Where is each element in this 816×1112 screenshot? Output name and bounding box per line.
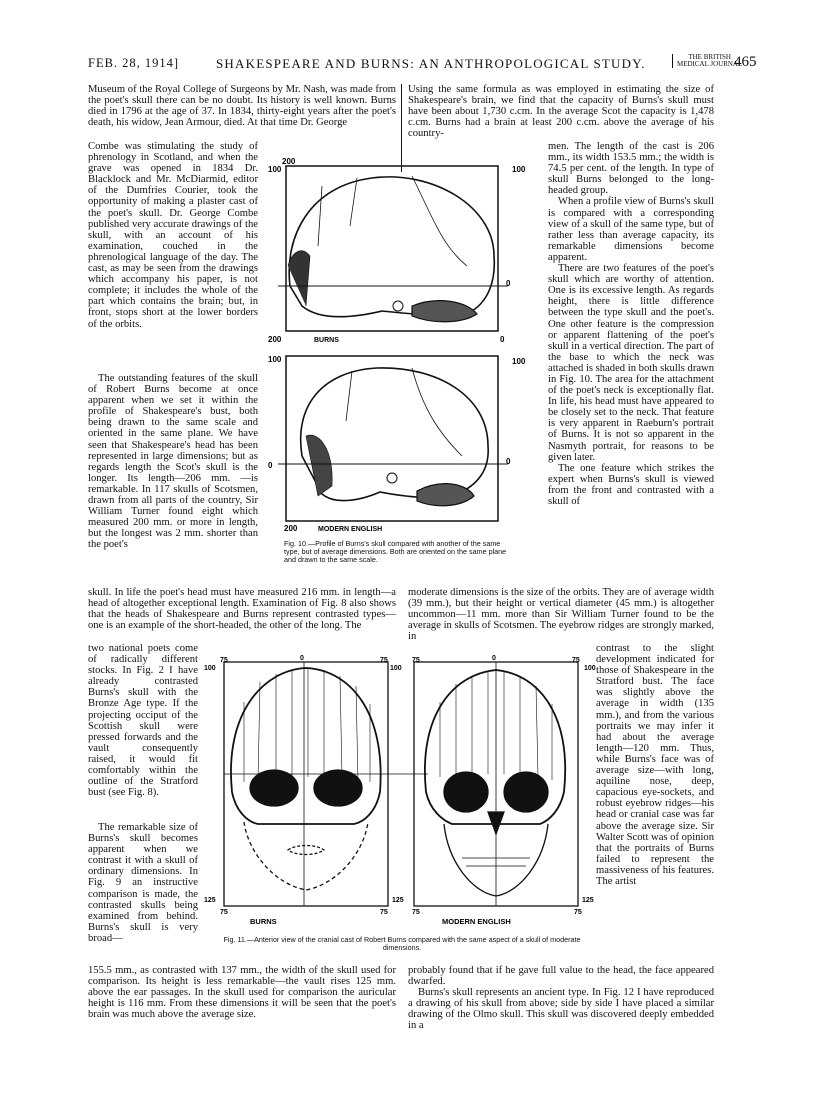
left-paragraph-7: 155.5 mm., as contrasted with 137 mm., the width of the skull used for comparison. Its height is less remarkable—the vault rises 125 mm. above the ear passages. In the skull used for comparison the auricular height is 116 mm. From these dimensions it will be seen that the poet's brain was much above the average size. [88, 965, 396, 1021]
modern-english-skull-anterior [414, 662, 578, 906]
fig11-anterior-drawings [204, 652, 596, 930]
svg-text:100: 100 [268, 355, 282, 364]
svg-text:0: 0 [506, 457, 511, 466]
fig11-label-burns: BURNS [250, 917, 277, 926]
svg-text:75: 75 [380, 909, 388, 916]
svg-text:125: 125 [582, 897, 594, 904]
svg-text:125: 125 [204, 897, 216, 904]
svg-text:100: 100 [512, 165, 526, 174]
svg-text:200: 200 [284, 524, 298, 532]
left-paragraph-3: The outstanding features of the skull of Robert Burns become at once apparent when we set it within the profile of Shakespeare's bust, both being drawn to the same scale and oriented in the same plane. We have seen that Shakespeare's head has been represented in large dimensions; but as regards length the Scot's skull is the longer. Its length—206 mm. —is remarkable. In 117 skulls of Scotsmen, drawn from all parts of the country, Sir William Turner found eight which measured 200 mm. or more in length, but the longest was 2 mm. shorter than the poet's [88, 373, 258, 551]
fig11-label-modern: MODERN ENGLISH [442, 917, 511, 926]
left-paragraph-2: Combe was stimulating the study of phrenology in Scotland, and when the grave was opened in 1834 Dr. Blacklock and Mr. McDiarmid, editor of the Dumfries Courier, took the opportunity of making a plaster cast of the poet's skull. Dr. George Combe published very accurate drawings of the skull, with an account of his examination, couched in the phrenological language of the day. The cast, as may be seen from the drawings which accompany his paper, is not complete; it includes the whole of the part which contains the brain; but, in front, stops short at the lower borders of the orbits. [88, 141, 258, 330]
right-paragraph-2: men. The length of the cast is 206 mm., its width 153.5 mm.; the width is 74.5 per cent. of the length. In type of skull Burns belonged to the long-headed group. When a profile view of Burns's skull is compared with a corresponding view of a skull of the same type, but of rather less than average capacity, its remarkable dimensions become apparent. There are two features of the poet's skull which are worthy of attention. One is its excessive length. As regards height, there is little difference between the type skull and the poet's. One other feature is the compression or apparent flattening of the poet's skull in a vertical direction. The part of the base to which the neck was attached is shaded in both skulls drawn in Fig. 10. The area for the attachment of the poet's neck is exceptionally flat. In life, his head must have appeared to be closely set to the neck. That feature is very apparent in Raeburn's portrait of Burns. It is not so apparent in the Nasmyth portrait, for reasons to be given later. The one feature which strikes the expert when Burns's skull is viewed from the front and contrasted with a skull of [548, 141, 714, 507]
svg-text:75: 75 [572, 657, 580, 664]
running-title: SHAKESPEARE AND BURNS: AN ANTHROPOLOGICAL STUDY. [216, 56, 646, 71]
burns-skull-profile [278, 166, 508, 331]
fig10-caption: Fig. 10.—Profile of Burns's skull compared with another of the same type, but of average dimensions. Both are oriented on the same plane and drawn to the same scale. [284, 539, 507, 564]
right-paragraph-8: probably found that if he gave full value to the head, the face appeared dwarfed. Burns's skull represents an ancient type. In Fig. 12 I have reproduced a drawing of his skull from above; side by side I have placed a similar drawing of the Olmo skull. This skull was discovered deeply embedded in a [408, 965, 714, 1032]
svg-text:0: 0 [506, 279, 511, 288]
journal-name: THE BRITISH MEDICAL JOURNAL [672, 54, 742, 68]
svg-text:125: 125 [392, 897, 404, 904]
svg-text:75: 75 [412, 657, 420, 664]
running-header [88, 53, 768, 76]
svg-text:75: 75 [380, 657, 388, 664]
svg-text:0: 0 [268, 461, 273, 470]
svg-text:100: 100 [204, 665, 216, 672]
svg-text:200: 200 [282, 157, 296, 166]
page-number: 465 [734, 54, 757, 70]
right-paragraph-6: moderate dimensions is the size of the orbits. They are of average width (39 mm.), but their height or vertical diameter (45 mm.) is altogether uncommon—11 mm. more than Sir William Turner found to be the average in skulls of Scotsmen. The eyebrow ridges are strongly marked, in [408, 587, 714, 643]
right-paragraph-1: Using the same formula as was employed in estimating the size of Shakespeare's brain, we find that the capacity of Burns's skull must have been about 1,730 c.cm. In the average Scot the capacity is 1,478 c.cm. Burns had a brain at least 200 c.cm. above the average of his country- [408, 84, 714, 140]
fig10-label-burns: BURNS [314, 337, 339, 344]
burns-skull-anterior [224, 662, 428, 906]
svg-text:75: 75 [220, 657, 228, 664]
svg-text:0: 0 [300, 655, 304, 662]
right-paragraph-7: contrast to the slight development indicated for those of Shakespeare in the Stratford bust. The face was slightly above the average in width (135 mm.), and from the various portraits we may infer it had about the average length—120 mm. Thus, while Burns's face was of average size—with long, aquiline nose, deep, capacious eye-sockets, and robust eyebrow ridges—his head or cranial case was far above the average size. Sir Walter Scott was of opinion that the portraits of Burns failed to represent the massiveness of his features. The artist [596, 643, 715, 887]
left-paragraph-4: skull. In life the poet's head must have measured 216 mm. in length—a head of altogether exceptional length. Examination of Fig. 8 also shows that the heads of Shakespeare and Burns represent contrasted types—one is an example of the short-headed, the other of the long. The [88, 587, 396, 632]
svg-text:100: 100 [584, 665, 596, 672]
svg-text:0: 0 [500, 335, 505, 344]
svg-text:100: 100 [268, 165, 282, 174]
left-paragraph-5: two national poets come of radically different stocks. In Fig. 2 I have already contrasted Burns's skull with the Bronze Age type. If the projecting occiput of the Scottish skull were pressed forwards and the vault consequently raised, it would fit comfortably within the outline of the Stratford bust (see Fig. 8). [88, 643, 198, 799]
svg-text:200: 200 [268, 335, 282, 344]
left-paragraph-6: The remarkable size of Burns's skull becomes apparent when we contrast it with a skull of ordinary dimensions. In Fig. 9 an instructive comparison is made, the contrasted skulls being examined from behind. Burns's skull is very broad— [88, 822, 198, 944]
svg-text:0: 0 [492, 655, 496, 662]
fig11-caption: Fig. 11.—Anterior view of the cranial cast of Robert Burns compared with the same aspect of a skull of moderate dimensions. [223, 935, 581, 952]
fig10-label-modern: MODERN ENGLISH [318, 526, 383, 532]
svg-text:100: 100 [390, 665, 402, 672]
issue-date: FEB. 28, 1914] [88, 56, 180, 70]
svg-text:75: 75 [574, 909, 582, 916]
modern-english-skull-profile [278, 356, 508, 521]
svg-text:75: 75 [412, 909, 420, 916]
left-paragraph-1: Museum of the Royal College of Surgeons by Mr. Nash, was made from the poet's skull there can be no doubt. Its history is well known. Burns died in 1796 at the age of 37. In 1834, thirty-eight years after the poet's death, his widow, Jean Armour, died. At that time Dr. George [88, 84, 396, 129]
svg-text:75: 75 [220, 909, 228, 916]
svg-text:100: 100 [512, 357, 526, 366]
fig10-profile-drawings [262, 156, 544, 532]
